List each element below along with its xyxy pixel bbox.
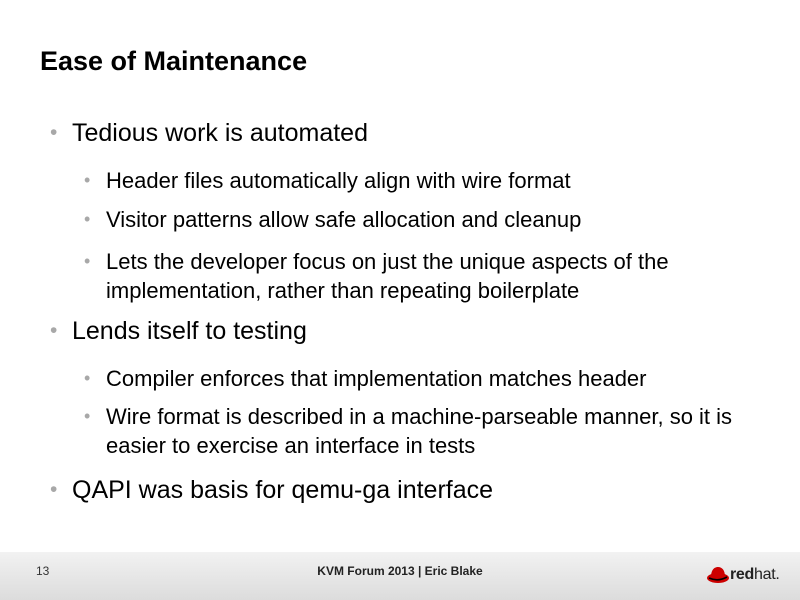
sub-bullet-item <box>84 402 756 460</box>
bullet-item <box>50 118 772 148</box>
slide-footer <box>0 552 800 600</box>
bullet-dot-icon: • <box>84 251 91 271</box>
logo-hat-text: hat. <box>754 566 780 583</box>
slide-title: Ease of Maintenance <box>40 46 308 76</box>
bullet-item <box>50 316 772 346</box>
redhat-hat-icon <box>706 565 730 585</box>
bullet-text: Visitor patterns allow safe allocation and cleanup <box>106 207 582 232</box>
page-number: 13 <box>36 564 50 578</box>
bullet-item <box>50 475 772 505</box>
bullet-text: Lets the developer focus on just the unique aspects of the implementation, rather than repeating boilerplate <box>106 249 669 303</box>
bullet-dot-icon: • <box>84 209 91 229</box>
bullet-dot-icon: • <box>84 406 91 426</box>
bullet-dot-icon: • <box>84 170 91 190</box>
sub-bullet-item <box>84 364 796 393</box>
redhat-logo <box>706 565 780 585</box>
bullet-dot-icon: • <box>50 478 58 501</box>
bullet-text: Lends itself to testing <box>72 317 307 345</box>
footer-caption: KVM Forum 2013 | Eric Blake <box>317 564 483 578</box>
bullet-dot-icon: • <box>84 368 91 388</box>
bullet-text: Tedious work is automated <box>72 119 368 147</box>
bullet-text: Header files automatically align with wire format <box>106 168 571 193</box>
bullet-dot-icon: • <box>50 121 58 144</box>
sub-bullet-item <box>84 166 766 195</box>
sub-bullet-item <box>84 247 746 305</box>
logo-red-text: red <box>730 566 754 583</box>
bullet-text: Compiler enforces that implementation matches header <box>106 366 647 391</box>
bullet-text: QAPI was basis for qemu-ga interface <box>72 476 494 504</box>
redhat-wordmark <box>730 566 780 584</box>
bullet-text: Wire format is described in a machine-parseable manner, so it is easier to exercise an interface in tests <box>106 404 733 458</box>
bullet-dot-icon: • <box>50 319 58 342</box>
sub-bullet-item <box>84 205 766 234</box>
